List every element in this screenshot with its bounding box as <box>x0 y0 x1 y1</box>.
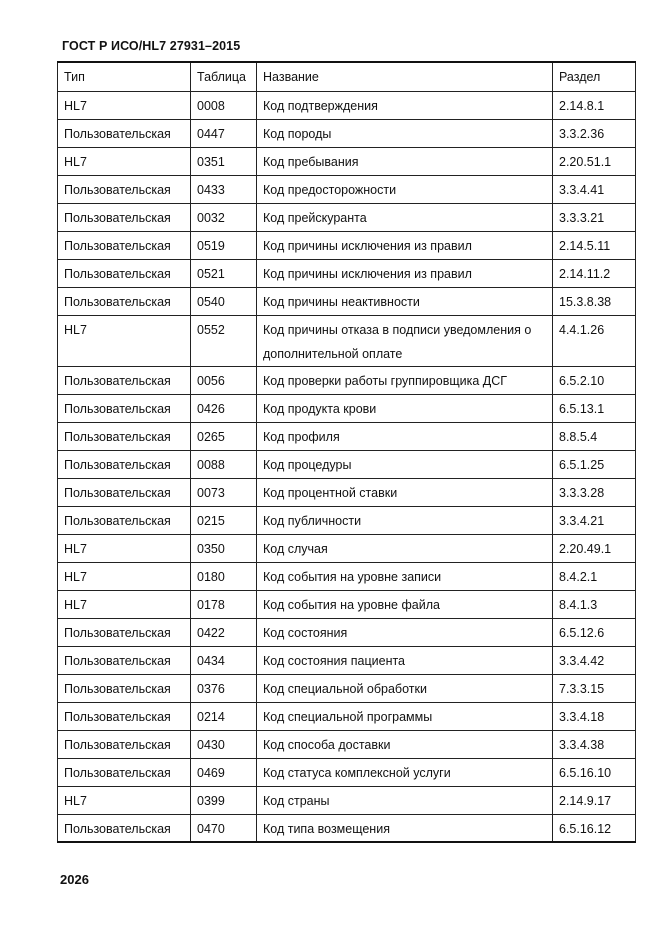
cell-section: 6.5.1.25 <box>553 450 636 478</box>
cell-section: 3.3.4.42 <box>553 646 636 674</box>
cell-table-number: 0469 <box>191 758 257 786</box>
cell-name: Код события на уровне записи <box>257 562 553 590</box>
cell-type: Пользовательская <box>58 702 191 730</box>
cell-name: Код процедуры <box>257 450 553 478</box>
cell-type: HL7 <box>58 534 191 562</box>
cell-name: Код пребывания <box>257 147 553 175</box>
cell-table-number: 0422 <box>191 618 257 646</box>
cell-type: Пользовательская <box>58 119 191 147</box>
table-row <box>58 366 636 394</box>
cell-type: Пользовательская <box>58 814 191 842</box>
cell-table-number: 0399 <box>191 786 257 814</box>
table-row <box>58 702 636 730</box>
cell-name: Код проверки работы группировщика ДСГ <box>257 366 553 394</box>
cell-name: Код продукта крови <box>257 394 553 422</box>
cell-table-number: 0426 <box>191 394 257 422</box>
cell-table-number: 0350 <box>191 534 257 562</box>
table-row <box>58 315 636 366</box>
cell-section: 2.14.8.1 <box>553 91 636 119</box>
cell-section: 7.3.3.15 <box>553 674 636 702</box>
cell-table-number: 0376 <box>191 674 257 702</box>
column-header-section: Раздел <box>553 62 636 91</box>
cell-type: Пользовательская <box>58 366 191 394</box>
cell-section: 6.5.16.10 <box>553 758 636 786</box>
cell-type: Пользовательская <box>58 422 191 450</box>
cell-name: Код подтверждения <box>257 91 553 119</box>
cell-section: 2.14.9.17 <box>553 786 636 814</box>
table-row <box>58 646 636 674</box>
cell-section: 3.3.4.21 <box>553 506 636 534</box>
cell-section: 2.14.11.2 <box>553 259 636 287</box>
cell-table-number: 0008 <box>191 91 257 119</box>
cell-type: Пользовательская <box>58 758 191 786</box>
table-row <box>58 590 636 618</box>
table-row <box>58 450 636 478</box>
cell-table-number: 0215 <box>191 506 257 534</box>
cell-name: Код причины исключения из правил <box>257 231 553 259</box>
cell-section: 2.14.5.11 <box>553 231 636 259</box>
cell-type: HL7 <box>58 315 191 366</box>
cell-name: Код типа возмещения <box>257 814 553 842</box>
column-header-name: Название <box>257 62 553 91</box>
cell-section: 3.3.2.36 <box>553 119 636 147</box>
cell-section: 6.5.12.6 <box>553 618 636 646</box>
table-row <box>58 91 636 119</box>
cell-section: 15.3.8.38 <box>553 287 636 315</box>
column-header-type: Тип <box>58 62 191 91</box>
cell-section: 3.3.4.18 <box>553 702 636 730</box>
cell-type: Пользовательская <box>58 506 191 534</box>
cell-table-number: 0265 <box>191 422 257 450</box>
cell-table-number: 0032 <box>191 203 257 231</box>
table-row <box>58 562 636 590</box>
cell-type: Пользовательская <box>58 287 191 315</box>
cell-section: 4.4.1.26 <box>553 315 636 366</box>
cell-name: Код породы <box>257 119 553 147</box>
column-header-table: Таблица <box>191 62 257 91</box>
table-row <box>58 119 636 147</box>
cell-type: HL7 <box>58 147 191 175</box>
cell-table-number: 0552 <box>191 315 257 366</box>
table-row <box>58 259 636 287</box>
cell-name: Код способа доставки <box>257 730 553 758</box>
cell-table-number: 0178 <box>191 590 257 618</box>
cell-table-number: 0351 <box>191 147 257 175</box>
cell-name: Код специальной обработки <box>257 674 553 702</box>
table-row <box>58 534 636 562</box>
cell-name: Код предосторожности <box>257 175 553 203</box>
cell-type: Пользовательская <box>58 478 191 506</box>
cell-section: 3.3.3.21 <box>553 203 636 231</box>
document-header: ГОСТ Р ИСО/HL7 27931–2015 <box>62 39 241 53</box>
table-row <box>58 478 636 506</box>
table-row <box>58 147 636 175</box>
cell-section: 8.4.2.1 <box>553 562 636 590</box>
cell-section: 6.5.13.1 <box>553 394 636 422</box>
cell-table-number: 0430 <box>191 730 257 758</box>
table-row <box>58 287 636 315</box>
table-row <box>58 394 636 422</box>
cell-name: Код публичности <box>257 506 553 534</box>
cell-name: Код состояния <box>257 618 553 646</box>
cell-type: Пользовательская <box>58 394 191 422</box>
cell-table-number: 0180 <box>191 562 257 590</box>
cell-type: Пользовательская <box>58 175 191 203</box>
table-row <box>58 231 636 259</box>
cell-type: HL7 <box>58 590 191 618</box>
cell-table-number: 0088 <box>191 450 257 478</box>
codes-table-container <box>57 61 635 843</box>
cell-type: Пользовательская <box>58 674 191 702</box>
cell-section: 8.4.1.3 <box>553 590 636 618</box>
cell-name: Код причины отказа в подписи уведомления о дополнительной оплате <box>257 315 553 366</box>
cell-table-number: 0470 <box>191 814 257 842</box>
cell-type: Пользовательская <box>58 259 191 287</box>
cell-name: Код профиля <box>257 422 553 450</box>
cell-table-number: 0521 <box>191 259 257 287</box>
cell-type: HL7 <box>58 91 191 119</box>
cell-section: 2.20.51.1 <box>553 147 636 175</box>
cell-section: 8.8.5.4 <box>553 422 636 450</box>
page-number: 2026 <box>60 872 89 887</box>
table-row <box>58 618 636 646</box>
cell-table-number: 0056 <box>191 366 257 394</box>
cell-type: Пользовательская <box>58 231 191 259</box>
cell-table-number: 0519 <box>191 231 257 259</box>
cell-section: 3.3.4.38 <box>553 730 636 758</box>
cell-type: HL7 <box>58 786 191 814</box>
cell-table-number: 0540 <box>191 287 257 315</box>
table-row <box>58 758 636 786</box>
cell-table-number: 0447 <box>191 119 257 147</box>
cell-name: Код причины неактивности <box>257 287 553 315</box>
cell-name: Код специальной программы <box>257 702 553 730</box>
cell-section: 6.5.16.12 <box>553 814 636 842</box>
table-row <box>58 506 636 534</box>
table-row <box>58 674 636 702</box>
cell-type: Пользовательская <box>58 646 191 674</box>
cell-name: Код случая <box>257 534 553 562</box>
cell-type: HL7 <box>58 562 191 590</box>
cell-type: Пользовательская <box>58 618 191 646</box>
cell-name: Код события на уровне файла <box>257 590 553 618</box>
cell-name: Код прейскуранта <box>257 203 553 231</box>
table-row <box>58 786 636 814</box>
cell-section: 3.3.4.41 <box>553 175 636 203</box>
cell-section: 3.3.3.28 <box>553 478 636 506</box>
table-row <box>58 422 636 450</box>
cell-table-number: 0434 <box>191 646 257 674</box>
cell-name: Код статуса комплексной услуги <box>257 758 553 786</box>
table-body <box>58 91 636 842</box>
cell-name: Код процентной ставки <box>257 478 553 506</box>
cell-name: Код состояния пациента <box>257 646 553 674</box>
cell-table-number: 0214 <box>191 702 257 730</box>
cell-section: 6.5.2.10 <box>553 366 636 394</box>
table-row <box>58 175 636 203</box>
cell-name: Код причины исключения из правил <box>257 259 553 287</box>
table-row <box>58 203 636 231</box>
cell-type: Пользовательская <box>58 203 191 231</box>
cell-type: Пользовательская <box>58 730 191 758</box>
table-row <box>58 814 636 842</box>
cell-name: Код страны <box>257 786 553 814</box>
table-row <box>58 730 636 758</box>
cell-table-number: 0073 <box>191 478 257 506</box>
codes-table <box>57 61 636 843</box>
cell-type: Пользовательская <box>58 450 191 478</box>
table-header-row <box>58 62 636 91</box>
cell-table-number: 0433 <box>191 175 257 203</box>
cell-section: 2.20.49.1 <box>553 534 636 562</box>
